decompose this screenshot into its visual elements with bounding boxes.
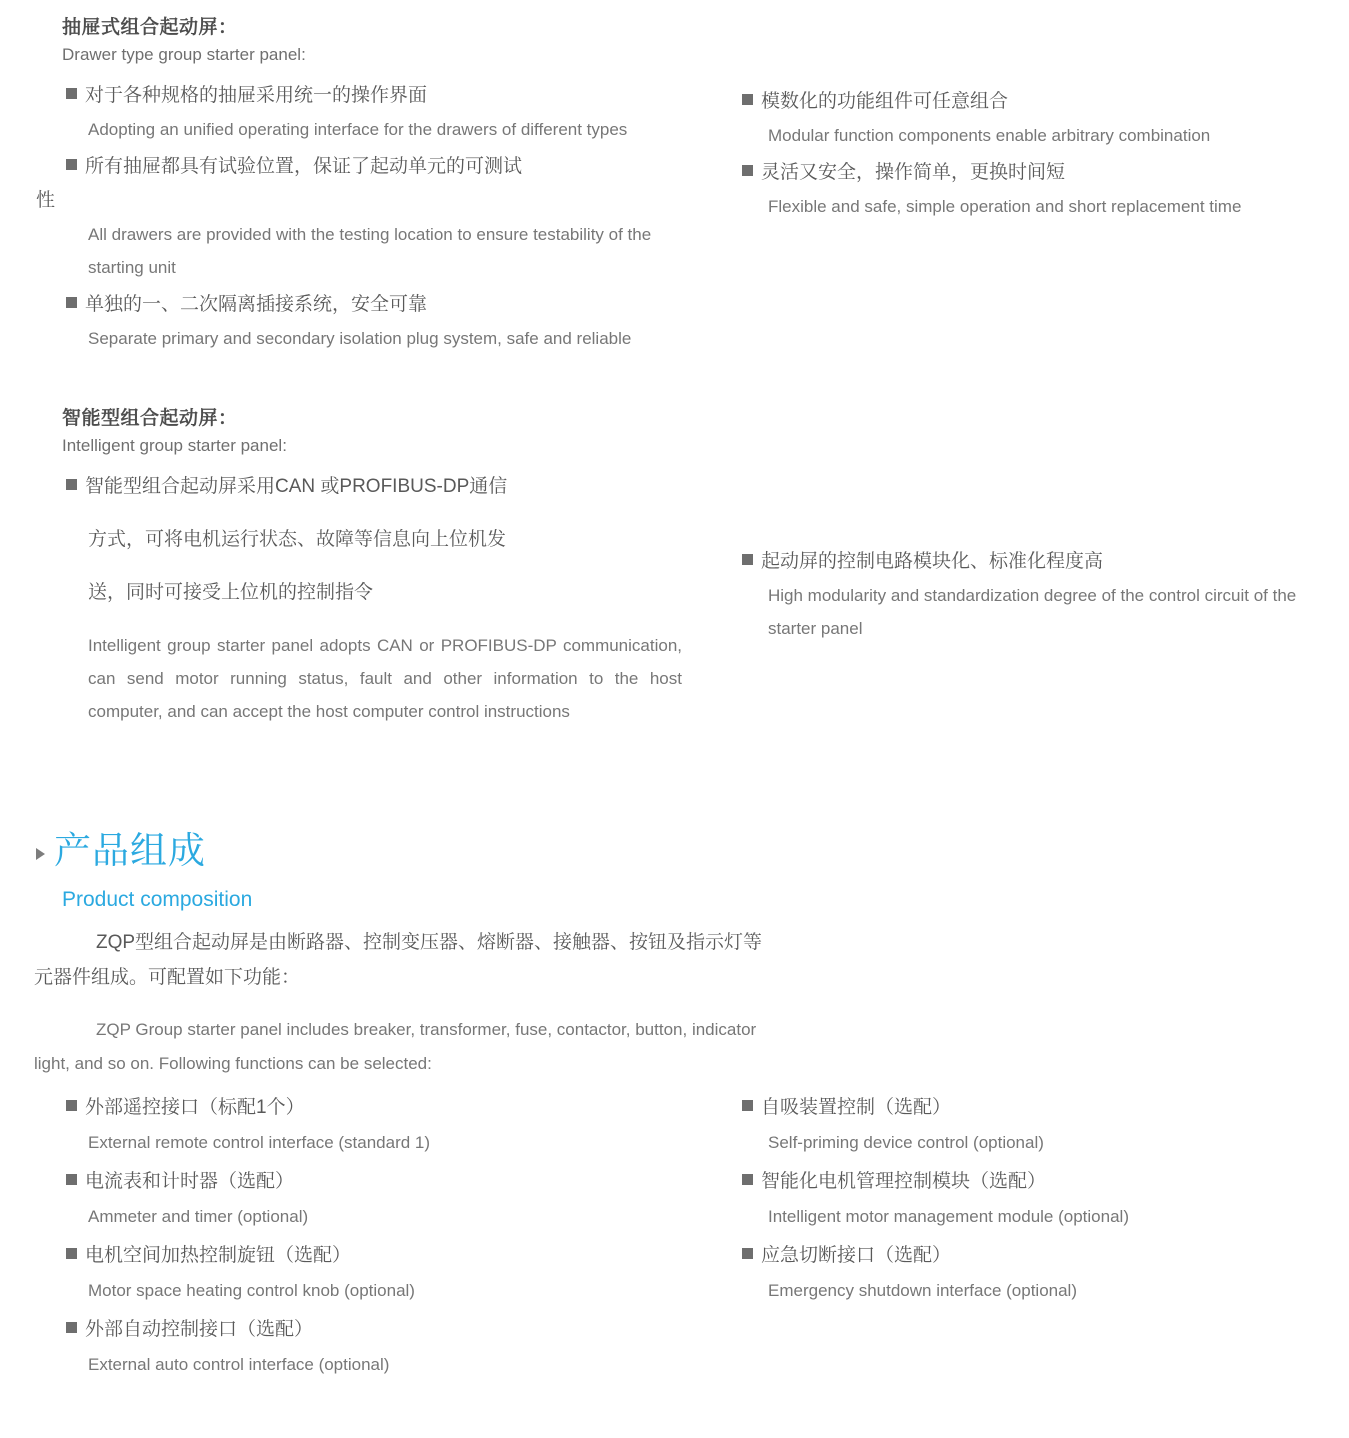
bullet-label: 自吸装置控制（选配） — [761, 1097, 952, 1118]
bullet-text-cn-line3: 送，同时可接受上位机的控制指令 — [88, 582, 374, 603]
bullet-label: 模数化的功能组件可任意组合 — [761, 91, 1009, 112]
bullet-text-cn — [62, 1090, 682, 1126]
list-item — [742, 1090, 1322, 1160]
list-item — [62, 470, 682, 728]
intro-paragraph-cn-line1: ZQP型组合起动屏是由断路器、控制变压器、熔断器、接触器、按钮及指示灯等 — [96, 932, 763, 953]
bullet-square-icon — [66, 297, 77, 308]
section-heading-drawer-en: Drawer type group starter panel: — [62, 45, 306, 64]
bullet-square-icon — [66, 88, 77, 99]
bullet-text-en: External remote control interface (standard 1) — [88, 1133, 431, 1152]
bullet-square-icon — [66, 1248, 77, 1259]
page-title: 产品组成 — [54, 830, 206, 871]
bullet-text-en: Ammeter and timer (optional) — [88, 1207, 309, 1226]
bullet-text-en: Self-priming device control (optional) — [768, 1133, 1044, 1152]
product-composition-title-row — [36, 828, 206, 874]
bullet-label: 外部遥控接口（标配1个） — [85, 1097, 305, 1118]
composition-left-list — [62, 1090, 682, 1386]
bullet-text-en: High modularity and standardization degree of the control circuit of the starter panel — [768, 586, 1297, 638]
bullet-text-en: External auto control interface (optional) — [88, 1355, 390, 1374]
bullet-overflow-cn: 性 — [36, 190, 56, 211]
list-item — [62, 1090, 682, 1160]
bullet-label: 应急切断接口（选配） — [761, 1245, 952, 1266]
list-item — [62, 1312, 682, 1382]
list-item — [62, 1164, 682, 1234]
list-item — [742, 1164, 1322, 1234]
bullet-text-en: Adopting an unified operating interface for the drawers of different types — [88, 120, 628, 139]
bullet-square-icon — [742, 1248, 753, 1259]
bullet-label: 外部自动控制接口（选配） — [85, 1319, 314, 1340]
bullet-label: 起动屏的控制电路模块化、标准化程度高 — [761, 551, 1104, 572]
section-heading-intelligent-en: Intelligent group starter panel: — [62, 436, 287, 455]
bullet-square-icon — [66, 159, 77, 170]
list-item — [62, 79, 682, 146]
bullet-square-icon — [742, 1100, 753, 1111]
list-item — [36, 150, 682, 284]
list-item — [62, 1238, 682, 1308]
bullet-text-cn — [62, 470, 682, 504]
bullet-square-icon — [66, 1100, 77, 1111]
intro-paragraph-en-line2: light, and so on. Following functions can be selected: — [34, 1054, 432, 1073]
bullet-text-cn — [62, 1312, 682, 1348]
section-heading-intelligent-cn: 智能型组合起动屏： — [62, 408, 238, 429]
bullet-text-cn — [62, 1164, 682, 1200]
bullet-label: 所有抽屉都具有试验位置，保证了起动单元的可测试 — [85, 156, 523, 177]
bullet-text-cn — [742, 85, 1322, 119]
bullet-text-cn — [62, 288, 682, 322]
bullet-text-cn — [62, 79, 682, 113]
bullet-text-en: Flexible and safe, simple operation and short replacement time — [768, 197, 1242, 216]
spacer — [62, 359, 682, 403]
bullet-label: 单独的一、二次隔离插接系统，安全可靠 — [85, 294, 428, 315]
bullet-text-cn — [742, 1164, 1322, 1200]
intro-paragraph-cn-line2: 元器件组成。可配置如下功能： — [34, 967, 301, 988]
list-item — [742, 85, 1322, 152]
page-subtitle: Product composition — [62, 888, 253, 911]
bullet-square-icon — [66, 1322, 77, 1333]
intro-paragraph-en-line1: ZQP Group starter panel includes breaker, transformer, fuse, contactor, button, indicator — [96, 1020, 757, 1039]
bullet-text-en: Emergency shutdown interface (optional) — [768, 1281, 1077, 1300]
triangle-bullet-icon — [36, 848, 45, 860]
upper-left-column — [36, 12, 682, 732]
bullet-text-en: Modular function components enable arbitrary combination — [768, 126, 1211, 145]
upper-right-column — [742, 85, 1322, 227]
bullet-label: 对于各种规格的抽屉采用统一的操作界面 — [85, 85, 428, 106]
bullet-label: 电机空间加热控制旋钮（选配） — [85, 1245, 352, 1266]
bullet-text-cn — [62, 1238, 682, 1274]
list-item — [62, 288, 682, 355]
bullet-text-en: Motor space heating control knob (optional) — [88, 1281, 415, 1300]
bullet-text-cn — [62, 150, 682, 184]
bullet-square-icon — [742, 554, 753, 565]
bullet-label: 智能化电机管理控制模块（选配） — [761, 1171, 1047, 1192]
bullet-text-cn — [742, 545, 1322, 579]
bullet-label: 灵活又安全，操作简单，更换时间短 — [761, 162, 1066, 183]
bullet-square-icon — [66, 1174, 77, 1185]
bullet-text-cn-line2: 方式，可将电机运行状态、故障等信息向上位机发 — [88, 529, 507, 550]
upper-right-column-2 — [742, 545, 1322, 649]
bullet-text-cn — [742, 156, 1322, 190]
list-item — [742, 545, 1322, 645]
composition-right-list — [742, 1090, 1322, 1312]
bullet-square-icon — [742, 1174, 753, 1185]
bullet-text-cn — [742, 1090, 1322, 1126]
bullet-text-en: Separate primary and secondary isolation plug system, safe and reliable — [88, 329, 632, 348]
bullet-square-icon — [742, 165, 753, 176]
list-item — [742, 156, 1322, 223]
section-heading-drawer-cn: 抽屉式组合起动屏： — [62, 17, 238, 38]
bullet-label: 电流表和计时器（选配） — [85, 1171, 295, 1192]
bullet-text-en: Intelligent group starter panel adopts CAN or PROFIBUS-DP communication, can send motor running status, fault and other information to the host computer, and can accept the host computer control instructions — [88, 636, 682, 721]
list-item — [742, 1238, 1322, 1308]
bullet-label: 智能型组合起动屏采用CAN 或PROFIBUS-DP通信 — [85, 476, 508, 497]
bullet-square-icon — [742, 94, 753, 105]
bullet-text-cn — [742, 1238, 1322, 1274]
bullet-text-en: Intelligent motor management module (optional) — [768, 1207, 1129, 1226]
bullet-square-icon — [66, 479, 77, 490]
bullet-text-en: All drawers are provided with the testing location to ensure testability of the starting unit — [88, 225, 652, 277]
